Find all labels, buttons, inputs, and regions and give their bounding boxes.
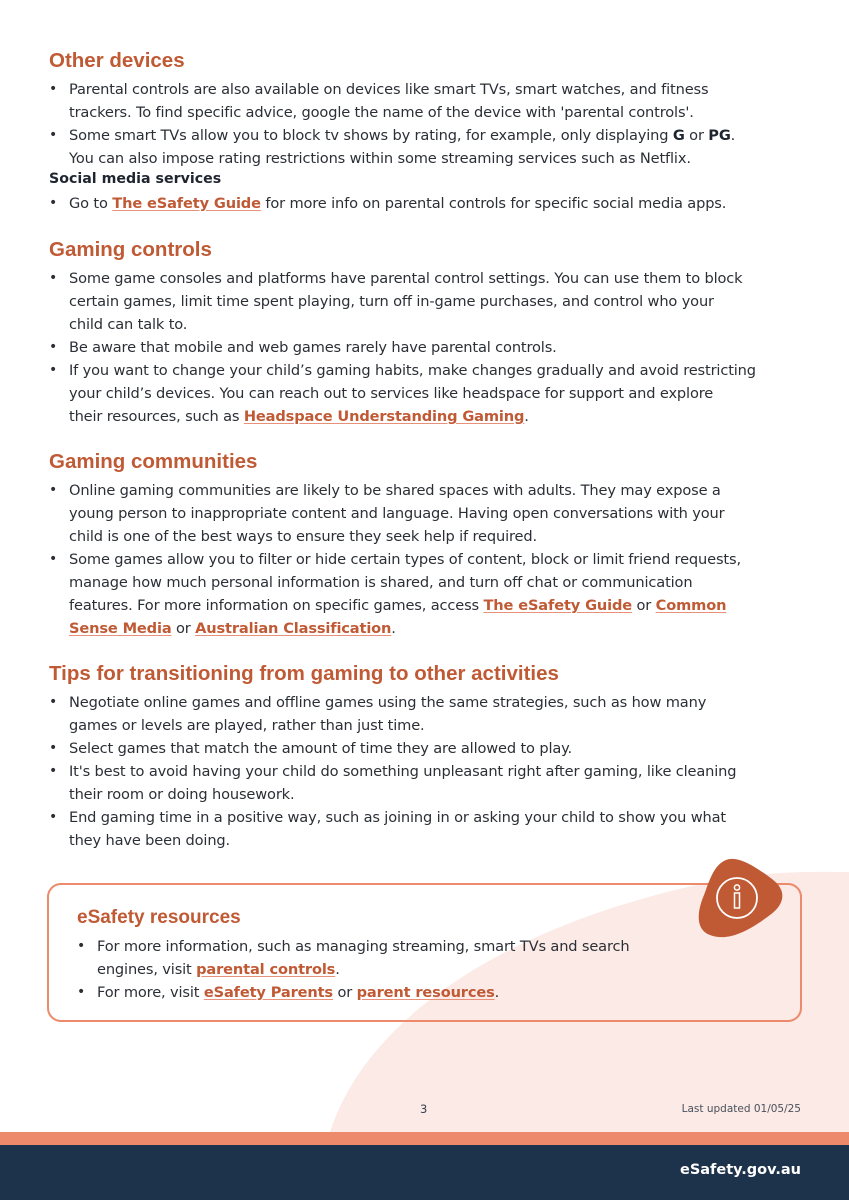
bullet: • xyxy=(49,482,58,498)
footer-accent-band xyxy=(0,1132,849,1145)
heading-transition-tips: Tips for transitioning from gaming to other activities xyxy=(49,662,559,685)
bullet: • xyxy=(49,740,58,756)
bullet: • xyxy=(77,938,86,954)
link-common-sense-media-cont[interactable]: Sense Media xyxy=(69,620,172,637)
heading-gaming-communities: Gaming communities xyxy=(49,450,258,473)
page-number: 3 xyxy=(420,1102,428,1116)
footer-bar xyxy=(0,1145,849,1200)
rating-g: G xyxy=(672,127,685,144)
link-headspace-understanding-gaming[interactable]: Headspace Understanding Gaming xyxy=(243,408,525,425)
bullet: • xyxy=(49,195,58,211)
bullet: • xyxy=(49,809,58,825)
bullet: • xyxy=(49,694,58,710)
bullet: • xyxy=(49,339,58,355)
site-url[interactable]: eSafety.gov.au xyxy=(680,1162,801,1178)
bullet: • xyxy=(49,127,58,143)
info-icon xyxy=(696,857,784,939)
bullet: • xyxy=(49,362,58,378)
link-common-sense-media[interactable]: Common xyxy=(655,597,727,614)
bullet: • xyxy=(49,763,58,779)
bullet: • xyxy=(77,984,86,1000)
link-esafety-guide-games[interactable]: The eSafety Guide xyxy=(483,597,633,614)
subheading-social-media: Social media services xyxy=(49,171,222,187)
bullet: • xyxy=(49,270,58,286)
esafety-resources-box: eSafety resources • For more information, such as managing streaming, smart TVs and search engines, visit parental controls. • For more, visit eSafety Parents or parent resources. xyxy=(47,883,802,1022)
heading-esafety-resources: eSafety resources xyxy=(77,907,241,928)
link-esafety-parents[interactable]: eSafety Parents xyxy=(203,984,333,1001)
bullet: • xyxy=(49,81,58,97)
link-parent-resources[interactable]: parent resources xyxy=(356,984,495,1001)
link-australian-classification[interactable]: Australian Classification xyxy=(195,620,392,637)
heading-other-devices: Other devices xyxy=(49,49,185,72)
rating-pg: PG xyxy=(708,127,731,144)
link-esafety-guide[interactable]: The eSafety Guide xyxy=(112,195,261,212)
last-updated: Last updated 01/05/25 xyxy=(681,1103,801,1115)
link-parental-controls[interactable]: parental controls xyxy=(196,961,336,978)
heading-gaming-controls: Gaming controls xyxy=(49,238,212,261)
bullet: • xyxy=(49,551,58,567)
